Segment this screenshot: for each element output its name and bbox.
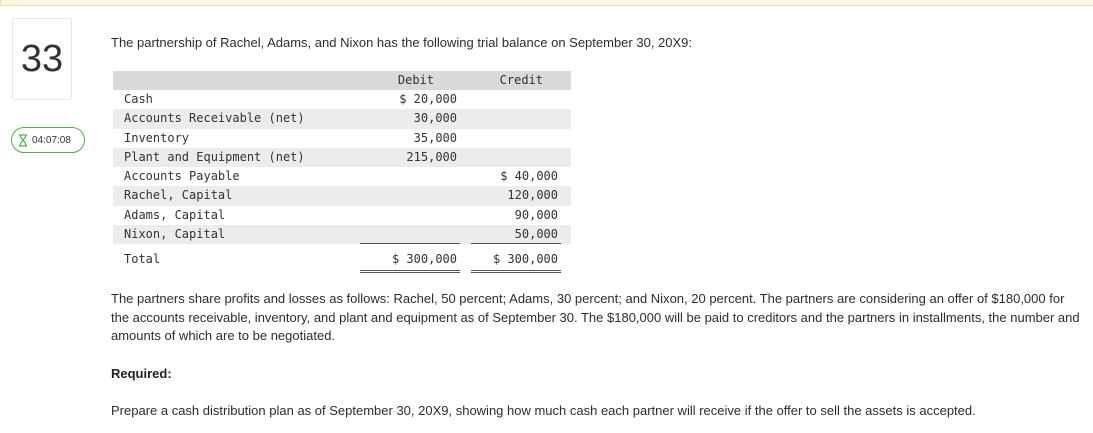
- row-credit: 50,000: [514, 227, 558, 242]
- row-debit: 35,000: [413, 130, 457, 145]
- table-row: [113, 225, 571, 244]
- trial-balance-table: [113, 71, 571, 272]
- credit-header: Credit: [499, 73, 543, 87]
- credit-double-underline: [471, 270, 561, 273]
- timer-badge: [11, 127, 85, 153]
- table-row: [113, 109, 571, 128]
- row-debit: 215,000: [406, 149, 457, 164]
- debit-underline: [360, 243, 460, 244]
- row-debit: 30,000: [413, 111, 457, 126]
- table-row: [113, 90, 571, 109]
- credit-underline: [471, 243, 561, 244]
- row-debit: $ 20,000: [399, 92, 457, 106]
- total-label: Total: [124, 252, 161, 267]
- row-label: Plant and Equipment (net): [124, 149, 305, 164]
- top-highlight-bar: [0, 0, 1093, 6]
- total-debit: $ 300,000: [391, 252, 457, 267]
- row-label: Inventory: [124, 130, 190, 145]
- debit-double-underline: [360, 270, 460, 273]
- row-label: Cash: [124, 92, 153, 106]
- required-label: Required:: [111, 366, 172, 381]
- row-credit: 120,000: [507, 188, 558, 203]
- hourglass-icon: [18, 134, 28, 147]
- row-label: Rachel, Capital: [124, 188, 233, 203]
- table-row: [113, 206, 571, 225]
- timer-value: 04:07:08: [32, 134, 71, 146]
- row-label: Adams, Capital: [124, 207, 226, 222]
- question-paragraph: The partners share profits and losses as follows: Rachel, 50 percent; Adams, 30 percent; and Nixon, 20 percent. The partners are considering an offer of $180,000 for the accounts receivable, inventory, and plant and equipment as of September 30. The $180,000 will be paid to creditors and the partners in installments, the number and amounts of which are to be negotiated.: [111, 291, 1080, 343]
- table-row: [113, 186, 571, 205]
- row-credit: $ 40,000: [500, 169, 558, 184]
- row-credit: 90,000: [514, 207, 558, 222]
- row-label: Accounts Receivable (net): [124, 111, 305, 126]
- table-row: [113, 167, 571, 186]
- row-label: Nixon, Capital: [124, 227, 226, 242]
- question-number: 33: [12, 18, 72, 100]
- debit-header: Debit: [397, 73, 434, 87]
- table-header-row: [113, 71, 571, 90]
- table-row: [113, 129, 571, 148]
- question-intro: The partnership of Rachel, Adams, and Nixon has the following trial balance on September 30, 20X9:: [111, 35, 693, 50]
- question-instruction: Prepare a cash distribution plan as of September 30, 20X9, showing how much cash each partner will receive if the offer to sell the assets is accepted.: [111, 403, 976, 418]
- table-row: [113, 148, 571, 167]
- table-total-row: [113, 247, 571, 272]
- total-credit: $ 300,000: [492, 252, 558, 267]
- row-label: Accounts Payable: [124, 169, 240, 184]
